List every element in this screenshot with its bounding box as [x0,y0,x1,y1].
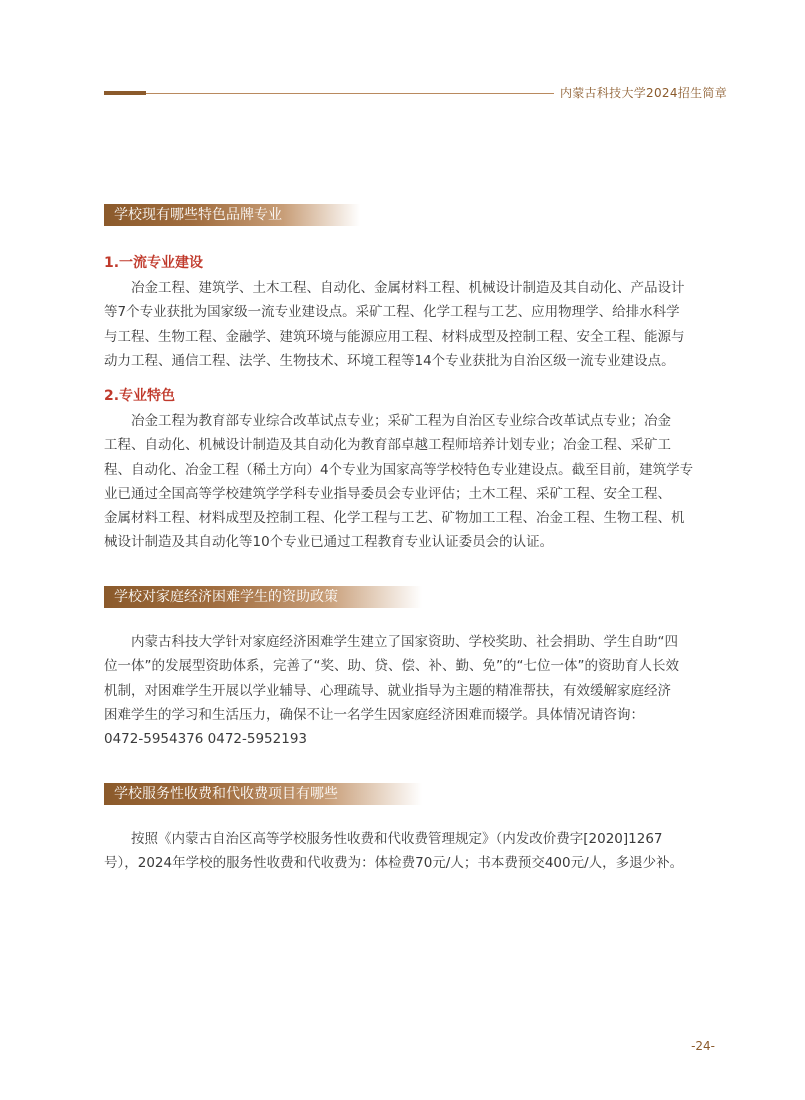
subheading-major-features: 2.专业特色 [104,388,176,404]
section-banner-service-fees: 学校服务性收费和代收费项目有哪些 [104,783,422,805]
text-line: 与工程、生物工程、金融学、建筑环境与能源应用工程、材料成型及控制工程、安全工程、能源与 [104,328,685,345]
text-line: 机制，对困难学生开展以学业辅导、心理疏导、就业指导为主题的精准帮扶，有效缓解家庭经济 [104,682,671,699]
text-line: 位一体”的发展型资助体系，完善了“奖、助、贷、偿、补、勤、免”的“七位一体”的资助育人长效 [104,658,679,675]
text-line: 业已通过全国高等学校建筑学学科专业指导委员会专业评估；土木工程、采矿工程、安全工程、 [104,485,671,502]
text-line: 困难学生的学习和生活压力，确保不让一名学生因家庭经济困难而辍学。具体情况请咨询： [104,706,644,723]
text-line: 动力工程、通信工程、法学、生物技术、环境工程等14个专业获批为自治区级一流专业建设点。 [104,352,675,369]
paragraph-service-fees [104,827,716,876]
page-number: -24- [691,1039,715,1053]
text-line: 金属材料工程、材料成型及控制工程、化学工程与工艺、矿物加工工程、冶金工程、生物工程、机 [104,510,685,527]
header-title: 内蒙古科技大学2024招生简章 [559,86,727,100]
text-line: 冶金工程、建筑学、土木工程、自动化、金属材料工程、机械设计制造及其自动化、产品设计 [131,280,685,296]
text-line: 号），2024年学校的服务性收费和代收费为：体检费70元/人；书本费预交400元/人，多退少补。 [104,855,684,872]
subheading-first-class-majors: 1.一流专业建设 [104,255,204,271]
text-line: 冶金工程为教育部专业综合改革试点专业；采矿工程为自治区专业综合改革试点专业；冶金 [131,413,671,429]
header-accent-bar [104,91,146,95]
text-line: 工程、自动化、机械设计制造及其自动化为教育部卓越工程师培养计划专业；冶金工程、采矿工 [104,437,671,454]
paragraph-financial-aid [104,630,716,751]
section-banner-financial-aid: 学校对家庭经济困难学生的资助政策 [104,586,422,608]
section-banner-featured-majors: 学校现有哪些特色品牌专业 [104,204,360,226]
text-line: 械设计制造及其自动化等10个专业已通过工程教育专业认证委员会的认证。 [104,534,554,551]
text-line: 程、自动化、冶金工程（稀土方向）4个专业为国家高等学校特色专业建设点。截至目前，建筑学专 [104,461,694,478]
paragraph-major-features [104,409,716,555]
text-line: 内蒙古科技大学针对家庭经济困难学生建立了国家资助、学校奖助、社会捐助、学生自助“四 [131,634,678,650]
paragraph-first-class-majors [104,276,716,373]
contact-phone-numbers: 0472-5954376 0472-5952193 [104,731,307,748]
text-line: 等7个专业获批为国家级一流专业建设点。采矿工程、化学工程与工艺、应用物理学、给排水科学 [104,304,680,321]
header-rule [104,93,554,94]
text-line: 按照《内蒙古自治区高等学校服务性收费和代收费管理规定》（内发改价费字[2020]1267 [131,831,663,847]
